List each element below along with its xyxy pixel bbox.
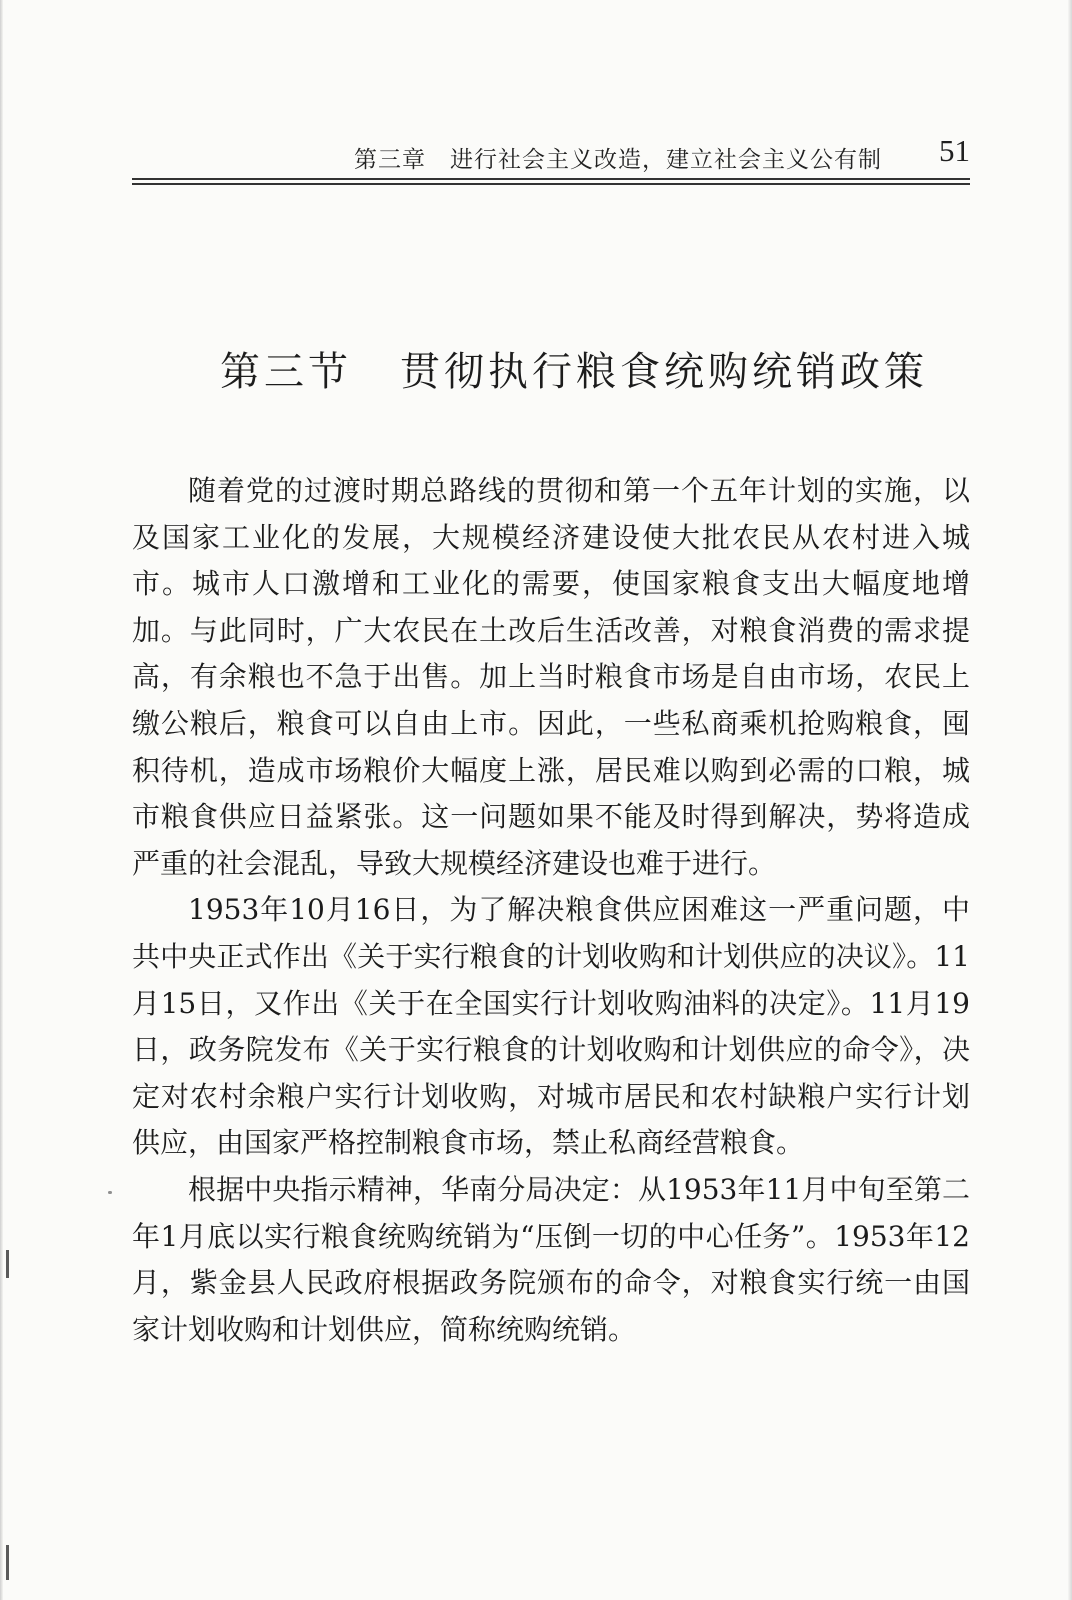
page-number: 51: [939, 133, 970, 168]
scan-mark: [6, 1250, 9, 1278]
section-number: 第三节: [220, 349, 352, 395]
header-rule-thin: [132, 183, 970, 185]
chapter-running-title: 第三章 进行社会主义改造，建立社会主义公有制: [354, 147, 882, 173]
paragraph: 根据中央指示精神，华南分局决定：从1953年11月中旬至第二年1月底以实行粮食统购统销为“压倒一切的中心任务”。1953年12月，紫金县人民政府根据政务院颁布的命令，对粮食实行统一由国家计划收购和计划供应，简称统购统销。: [132, 1172, 970, 1346]
header-rule-thick: [132, 178, 970, 180]
scan-edge-right: [1068, 0, 1072, 1600]
body-text: [132, 468, 970, 1353]
scan-mark: [6, 1545, 9, 1580]
paragraph: 随着党的过渡时期总路线的贯彻和第一个五年计划的实施，以及国家工业化的发展，大规模经济建设使大批农民从农村进入城市。城市人口激增和工业化的需要，使国家粮食支出大幅度地增加。与此同时，广大农民在土改后生活改善，对粮食消费的需求提高，有余粮也不急于出售。加上当时粮食市场是自由市场，农民上缴公粮后，粮食可以自由上市。因此，一些私商乘机抢购粮食，囤积待机，造成市场粮价大幅度上涨，居民难以购到必需的口粮，城市粮食供应日益紧张。这一问题如果不能及时得到解决，势将造成严重的社会混乱，导致大规模经济建设也难于进行。: [132, 474, 970, 880]
scan-edge-left: [0, 0, 3, 1600]
running-header: [132, 133, 970, 173]
section-heading: [220, 340, 928, 395]
paragraph: 1953年10月16日，为了解决粮食供应困难这一严重问题，中共中央正式作出《关于实行粮食的计划收购和计划供应的决议》。11月15日，又作出《关于在全国实行计划收购油料的决定》。11月19日，政务院发布《关于实行粮食的计划收购和计划供应的命令》，决定对农村余粮户实行计划收购，对城市居民和农村缺粮户实行计划供应，由国家严格控制粮食市场，禁止私商经营粮食。: [132, 893, 970, 1160]
scan-speck: [108, 1191, 112, 1194]
section-title: 贯彻执行粮食统购统销政策: [400, 349, 928, 395]
